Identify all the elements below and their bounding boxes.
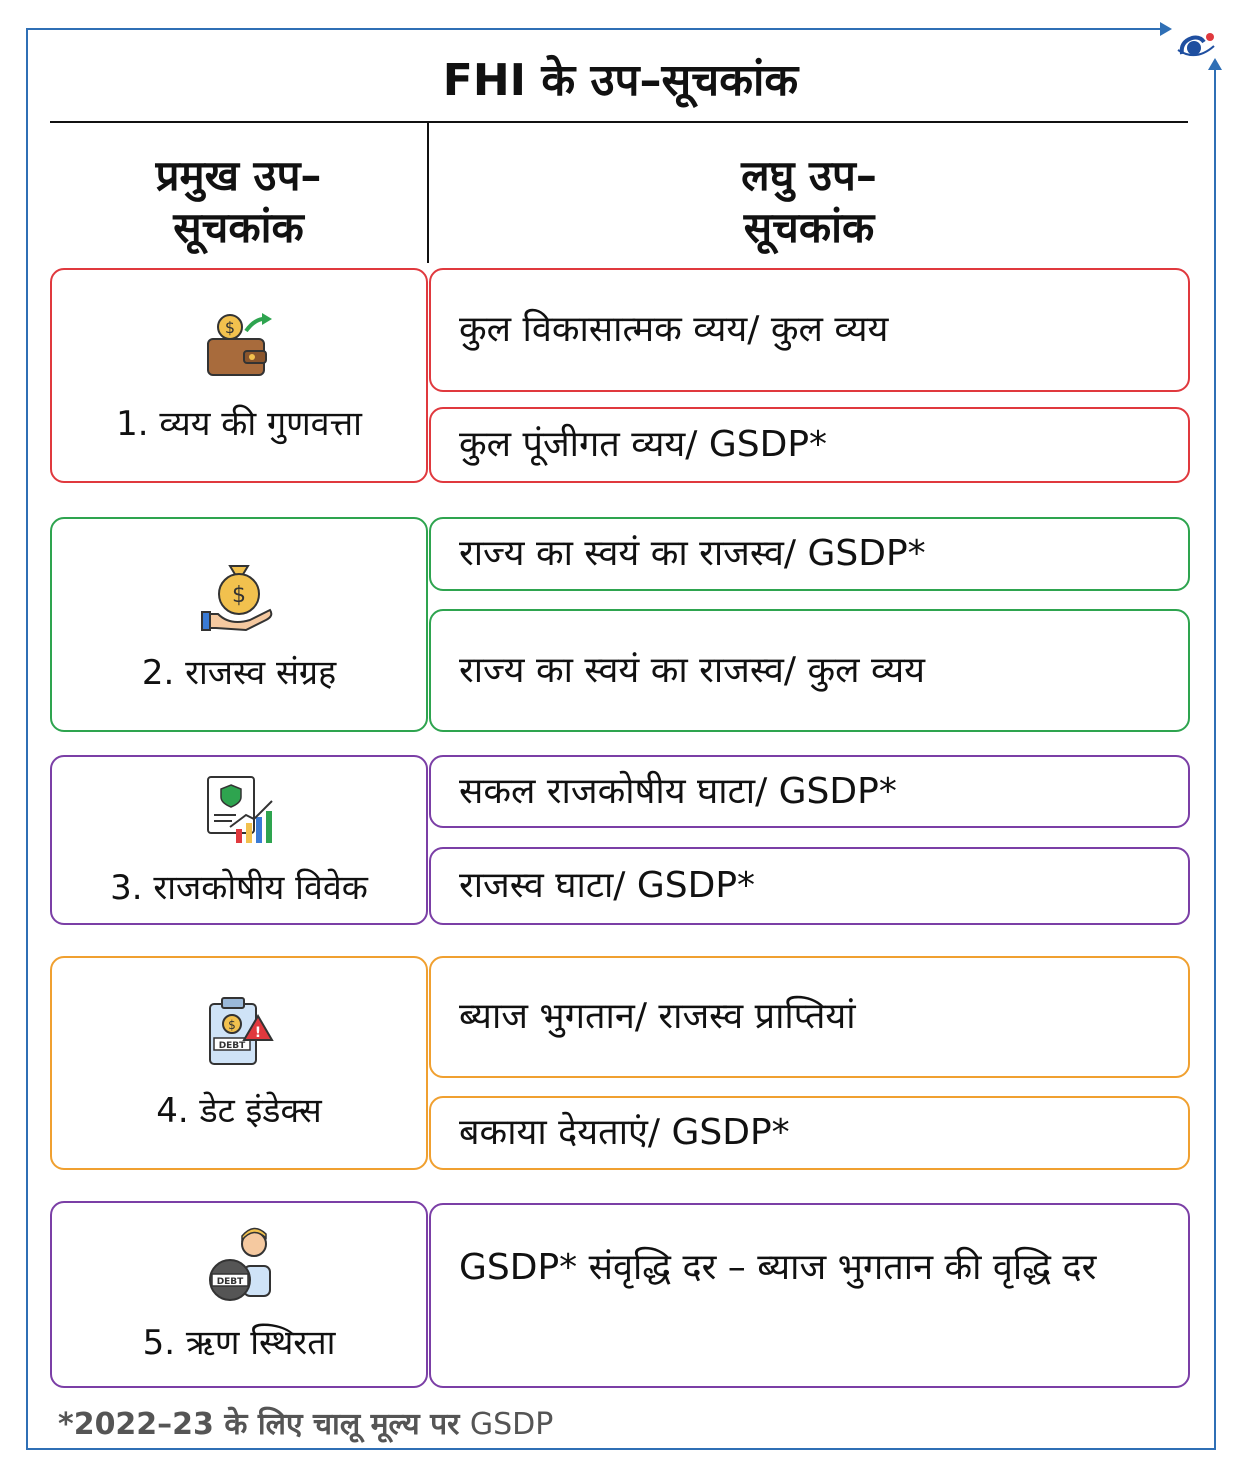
column-header-major: प्रमुख उप– सूचकांक xyxy=(155,151,322,252)
major-index-debt-sustainability: DEBT 5. ऋण स्थिरता xyxy=(50,1201,428,1388)
header-divider xyxy=(50,121,1188,123)
report-chart-icon xyxy=(200,771,278,849)
money-bag-hand-icon xyxy=(200,556,278,634)
svg-text:DEBT: DEBT xyxy=(216,1276,244,1287)
wallet-dollar-icon xyxy=(200,307,278,385)
minor-index-2b: राज्य का स्वयं का राजस्व/ कुल व्यय xyxy=(429,609,1190,732)
arrow-right-icon xyxy=(1160,22,1172,36)
minor-index-3a: सकल राजकोषीय घाटा/ GSDP* xyxy=(429,755,1190,828)
column-header-minor: लघु उप– सूचकांक xyxy=(741,151,877,252)
footnote: *2022–23 के लिए चालू मूल्य पर GSDP xyxy=(58,1407,554,1442)
minor-index-1a: कुल विकासात्मक व्यय/ कुल व्यय xyxy=(429,268,1190,392)
minor-index-4b: बकाया देयताएं/ GSDP* xyxy=(429,1096,1190,1170)
column-divider xyxy=(427,123,429,263)
major-index-expenditure-quality: $ 1. व्यय की गुणवत्ता xyxy=(50,268,428,483)
minor-index-5a: GSDP* संवृद्धि दर – ब्याज भुगतान की वृद्धि दर xyxy=(429,1203,1190,1388)
debt-clipboard-icon xyxy=(200,994,278,1072)
minor-index-1b: कुल पूंजीगत व्यय/ GSDP* xyxy=(429,407,1190,483)
minor-index-4a: ब्याज भुगतान/ राजस्व प्राप्तियां xyxy=(429,956,1190,1078)
svg-text:!: ! xyxy=(254,1025,262,1041)
svg-text:DEBT: DEBT xyxy=(218,1041,246,1051)
svg-text:$: $ xyxy=(232,582,246,608)
minor-index-3b: राजस्व घाटा/ GSDP* xyxy=(429,847,1190,925)
frame-top-line xyxy=(26,28,1166,30)
minor-index-2a: राज्य का स्वयं का राजस्व/ GSDP* xyxy=(429,517,1190,591)
major-index-fiscal-prudence: 3. राजकोषीय विवेक xyxy=(50,755,428,925)
svg-text:$: $ xyxy=(228,1018,236,1032)
major-index-debt-index: $ DEBT ! 4. डेट इंडेक्स xyxy=(50,956,428,1170)
debt-ball-person-icon xyxy=(200,1226,278,1304)
frame-right-line xyxy=(1214,70,1216,1450)
page-title: FHI के उप–सूचकांक xyxy=(442,55,799,106)
svg-text:$: $ xyxy=(224,317,236,337)
major-index-revenue-collection: $ 2. राजस्व संग्रह xyxy=(50,517,428,732)
